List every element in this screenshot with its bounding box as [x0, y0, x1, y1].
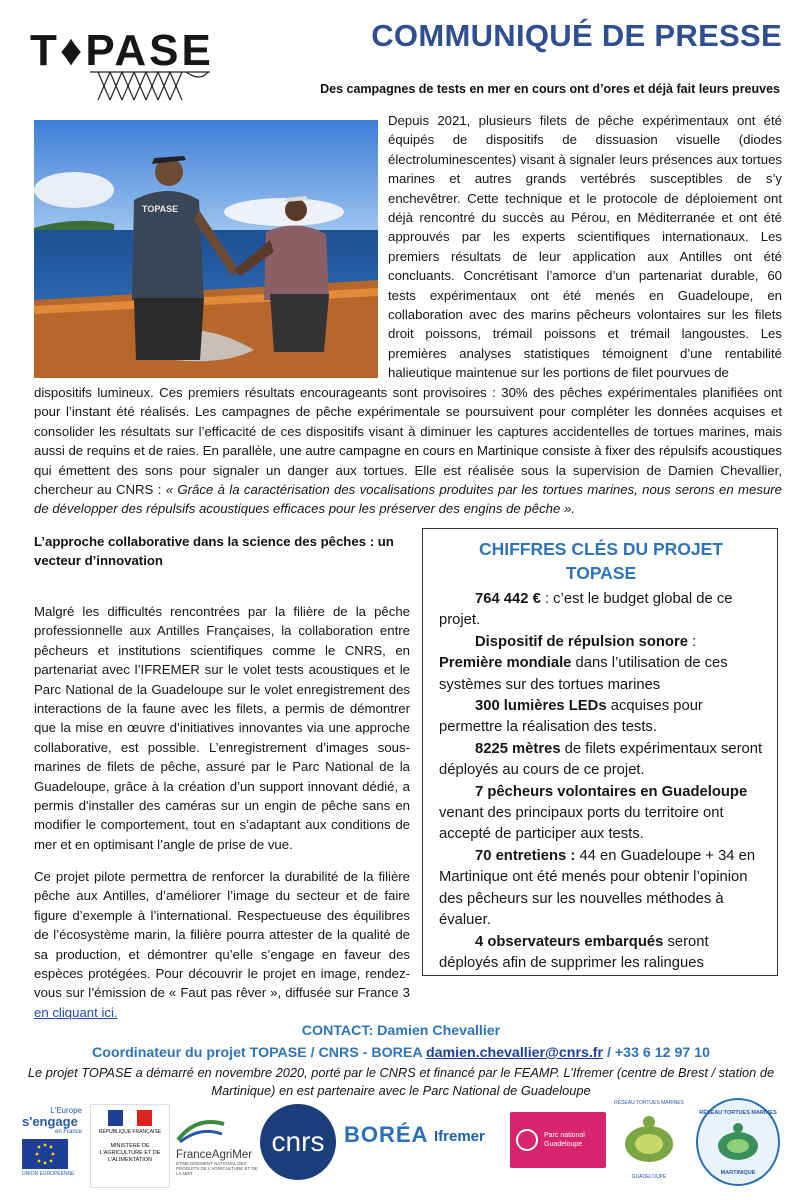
french-flag-icon: [108, 1110, 152, 1126]
key-figures-title-line1: CHIFFRES CLÉS DU PROJET: [478, 539, 724, 559]
contact-email-link[interactable]: damien.chevallier@cnrs.fr: [425, 1045, 604, 1061]
franceagrimer-logo: [176, 1114, 258, 1180]
key-figure-item: 7 pêcheurs volontaires en Guadeloupe venant des principaux ports du territoire ont accepté de participer aux tests.: [439, 783, 748, 843]
reseau-mq-sub: MARTINIQUE: [720, 1170, 756, 1176]
cnrs-text: cnrs: [271, 1126, 325, 1157]
fishing-net-icon: [90, 70, 210, 102]
reseau-guadeloupe-logo: [612, 1098, 686, 1186]
key-figure-item: 8225 mètres de filets expérimentaux seront déployés au cours de ce projet.: [439, 740, 763, 779]
borea-text: BORÉA: [344, 1122, 429, 1147]
franceagrimer-swoosh-icon: [176, 1114, 226, 1144]
key-figure-item: Dispositif de répulsion sonore : Première mondiale dans l’utilisation de ces systèmes sur des tortues marines: [439, 633, 728, 693]
ifremer-text: Ifremer: [434, 1128, 485, 1145]
reseau-martinique-logo: [696, 1098, 780, 1186]
reseau-mq-text: RÉSEAU TORTUES MARINES: [699, 1110, 777, 1116]
contact-role: Coordinateur du projet TOPASE / CNRS - BOREA: [92, 1045, 426, 1061]
key-figure-item: 764 442 € : c’est le budget global de ce projet.: [439, 591, 733, 629]
key-figures-list: [439, 589, 763, 974]
reseau-gp-text: RÉSEAU TORTUES MARINES: [614, 1100, 684, 1106]
eu-logo-sub: en France: [54, 1129, 82, 1135]
reseau-gp-sub: GUADELOUPE: [631, 1174, 667, 1180]
parc-spiral-icon: [516, 1129, 538, 1151]
franceagrimer-sub: ÉTABLISSEMENT NATIONAL DES PRODUITS DE L'AGRICULTURE ET DE LA MER: [176, 1161, 258, 1176]
page-title: COMMUNIQUÉ DE PRESSE: [371, 18, 782, 53]
contact-details: [20, 1042, 782, 1064]
key-figures-title-line2: TOPASE: [565, 563, 637, 583]
intro-continuation: dispositifs lumineux. Ces premiers résultats encourageants sont provisoires : 30% des pêches expérimentales planifiées ont pour l’instant été réalisés. Les campagnes de pêche expérimentale se poursuivent pour compléter les données acquises et consolider les résultats sur l’efficacité de ces dispositifs visant à diminuer les captures accidentelles de tortues marines, mais aussi de requins et de raies. En parallèle, une autre campagne en cours en Martinique consiste à fixer des répulsifs acoustiques qui émettent des sons pour signaler un danger aux tortues. Elle est réalisée sous la supervision de Damien Chevallier, chercheur au CNRS :: [34, 385, 782, 498]
cnrs-logo: [260, 1104, 336, 1180]
section-paragraph-2-text: Ce projet pilote permettra de renforcer la durabilité de la filière pêche aux Antilles, d’améliorer l’image du secteur et de faire figure d’exemple à l’international. Respectueuse des équilibres de l’écosystème marin, la filière pourra attester de la qualité de sa production, et démontrer qu’elle s’engage en faveur des espèces protégées. Pour découvrir le projet en image, rendez-vous sur l’émission de « Faut pas rêver », diffusée sur France 3: [34, 869, 410, 1001]
ministere-text: MINISTÈRE DE L'AGRICULTURE ET DE L'ALIMENTATION: [99, 1143, 161, 1163]
eu-logo-mid: s'engage: [22, 1114, 78, 1129]
key-figure-item: 4 observateurs embarqués seront déployés afin de supprimer les ralingues: [439, 933, 709, 971]
parc-national-logo: [510, 1112, 606, 1168]
contact-name: CONTACT: Damien Chevallier: [301, 1023, 501, 1039]
chevallier-quote: « Grâce à la caractérisation des vocalisations produites par les tortues marines, nous serons en mesure de développer des répulsifs acoustiques efficaces pour les préserver des engins de pêche ».: [34, 482, 782, 517]
turtle-icon: [612, 1098, 686, 1186]
key-figures-title: [439, 537, 763, 585]
eu-logo-bottom: UNION EUROPÉENNE: [22, 1171, 75, 1177]
eu-flag-icon: [22, 1139, 68, 1169]
key-figure-item: 70 entretiens : 44 en Guadeloupe + 34 en Martinique ont été menés pour obtenir l’opinion des pêcheurs sur les nouvelles méthodes à évaluer.: [439, 847, 756, 929]
intro-paragraph-right: Depuis 2021, plusieurs filets de pêche expérimentaux ont été équipés de dispositifs de dissuasion visuelle (diodes électroluminescentes) visant à signaler leurs présences aux tortues marines et autres grands vertébrés susceptibles de s’y enchevêtrer. Cette technique et le protocole de déploiement ont déjà rencontré du succès au Pérou, en Méditerranée et ont été approuvés par les experts scientifiques internationaux. Les premiers résultats de leur application aux Antilles ont été concluants. Concrétisant l’amorce d’un partenariat durable, 60 tests expérimentaux ont été menés en Guadeloupe, en collaboration avec des marins pêcheurs volontaires sur les filets droit poissons, trémail poissons et trémail langoustes. Les premières analyses statistiques témoignent d’une rentabilité halieutique maintenue sur les portions de filet pourvues de: [388, 113, 782, 381]
ministere-logo: [90, 1104, 170, 1188]
section-paragraph-1: Malgré les difficultés rencontrées par la filière de la pêche professionnelle aux Antilles Françaises, la collaboration entre pêcheurs et institutions scientifiques comme le CNRS, en partenariat avec l’IFREMER sur le volet tests acoustiques et le Parc National de la Guadeloupe sur le volet enregistrement des interactions de la faune avec les filets, a permis de démontrer que la mise en œuvre d’initiatives innovantes via une approche collaborative, est possible. L’enregistrement d’images sous-marines de filets de pêche, assuré par le Parc National de la Guadeloupe, grâce à la création d’un support innovant dédié, a permis d'installer des caméras sur un engin de pêche sans en modifier le comportement, tout en s’adaptant aux conditions de mer et en optimisant l’angle de prise de vue.: [34, 604, 410, 852]
key-figures-box: [422, 528, 778, 976]
partner-logos: [20, 1098, 790, 1190]
project-note: Le projet TOPASE a démarré en novembre 2020, porté par le CNRS et financé par le FEAMP. L’Ifremer (centre de Brest / station de Martinique) en est partenaire avec le Parc National de Guadeloupe: [27, 1065, 775, 1098]
contact-block: [20, 1020, 782, 1100]
section-paragraph-2: [34, 867, 410, 1022]
topase-logo: [30, 22, 252, 104]
rf-text: RÉPUBLIQUE FRANÇAISE: [98, 1129, 162, 1135]
logo-text: T♦PASE: [30, 26, 214, 75]
page-subtitle: Des campagnes de tests en mer en cours ont d’ores et déjà fait leurs preuves: [320, 82, 780, 96]
eu-logo-top: L'Europe: [50, 1106, 82, 1115]
intro-paragraph-full: [34, 383, 782, 519]
video-link[interactable]: en cliquant ici.: [34, 1004, 118, 1020]
photo-illustration: [34, 120, 378, 378]
key-figure-item: 300 lumières LEDs acquises pour permettre la réalisation des tests.: [439, 698, 703, 736]
fishermen-photo: [34, 120, 378, 378]
eu-logo: [22, 1106, 82, 1186]
parc-text: Parc national Guadeloupe: [544, 1132, 585, 1148]
shirt-logo-text: TOPASE: [142, 204, 179, 214]
contact-phone: / +33 6 12 97 10: [603, 1045, 710, 1061]
section-heading: L’approche collaborative dans la science des pêches : un vecteur d’innovation: [34, 534, 394, 568]
ifremer-logo: [434, 1128, 512, 1158]
franceagrimer-text: FranceAgriMer: [176, 1149, 253, 1161]
